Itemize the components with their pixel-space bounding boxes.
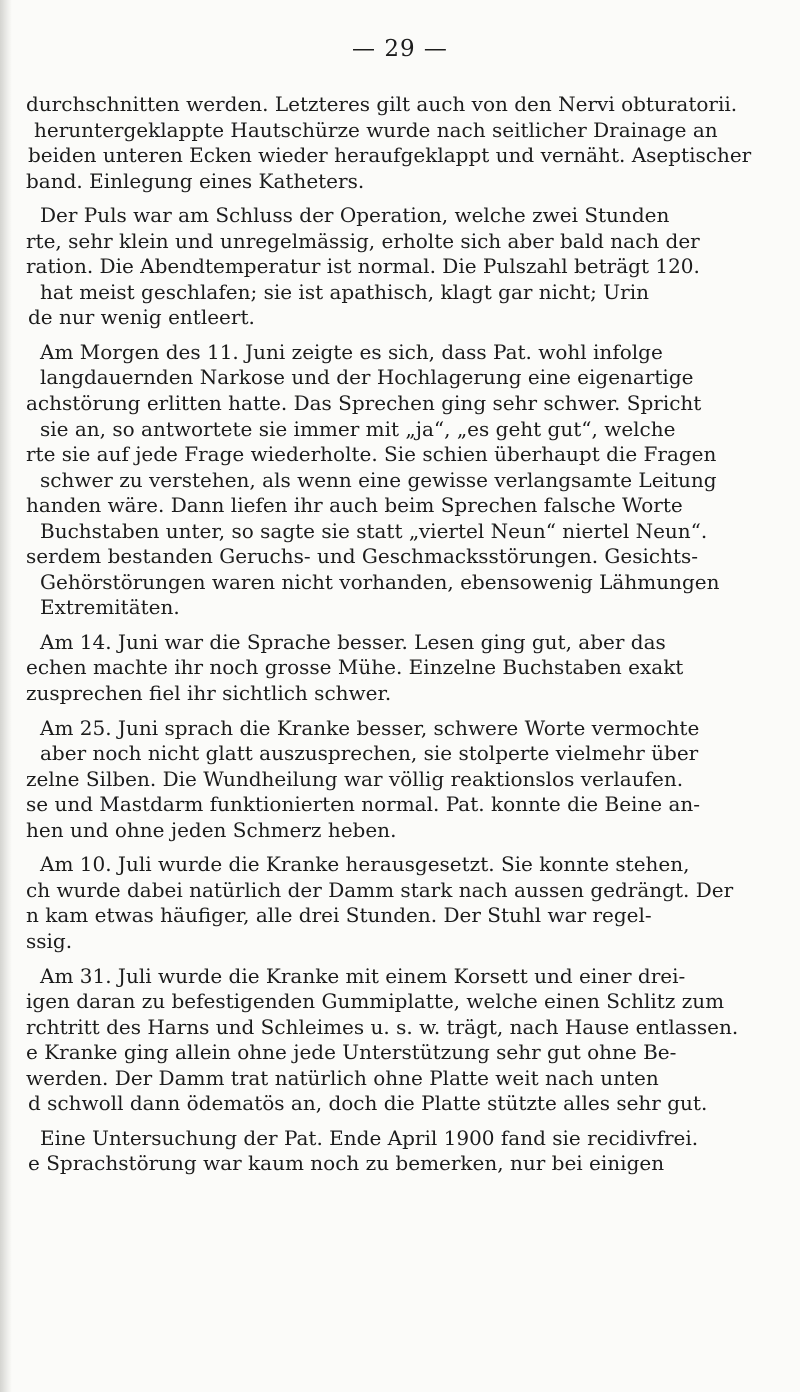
text-line: rte sie auf jede Frage wiederholte. Sie schien überhaupt die Fragen — [26, 442, 717, 467]
text-line: Am 14. Juni war die Sprache besser. Lesen ging gut, aber das — [40, 629, 666, 654]
text-line: Buchstaben unter, so sagte sie statt „viertel Neun“ niertel Neun“. — [40, 518, 708, 543]
text-line: Am Morgen des 11. Juni zeigte es sich, dass Pat. wohl infolge — [40, 339, 663, 364]
paragraph-gap — [22, 707, 762, 716]
paragraph — [22, 203, 762, 331]
text-line: langdauernden Narkose und der Hochlagerung eine eigenartige — [40, 365, 694, 390]
text-line: Am 31. Juli wurde die Kranke mit einem Korsett und einer drei- — [40, 963, 686, 988]
text-line: Extremitäten. — [40, 595, 180, 620]
text-line: hat meist geschlafen; sie ist apathisch, klagt gar nicht; Urin — [40, 279, 649, 304]
text-line: sie an, so antwortete sie immer mit „ja“, „es geht gut“, welche — [40, 416, 676, 441]
paragraph-gap — [22, 955, 762, 964]
text-line: serdem bestanden Geruchs- und Geschmacksstörungen. Gesichts- — [26, 544, 699, 569]
page-number: — 29 — — [352, 36, 448, 62]
text-line: e Sprachstörung war kaum noch zu bemerken, nur bei einigen — [28, 1151, 665, 1176]
text-line: Der Puls war am Schluss der Operation, welche zwei Stunden — [40, 203, 670, 228]
paragraph — [22, 1126, 762, 1177]
text-line: ration. Die Abendtemperatur ist normal. Die Pulszahl beträgt 120. — [26, 254, 700, 279]
text-line: Am 10. Juli wurde die Kranke herausgesetzt. Sie konnte stehen, — [40, 852, 690, 877]
page-binding-edge — [0, 0, 12, 1392]
text-line: hen und ohne jeden Schmerz heben. — [26, 817, 397, 842]
text-line: zusprechen fiel ihr sichtlich schwer. — [26, 681, 392, 706]
paragraph — [22, 716, 762, 844]
paragraph — [22, 92, 762, 194]
text-line: igen daran zu befestigenden Gummiplatte, welche einen Schlitz zum — [26, 989, 725, 1014]
paragraph-gap — [22, 194, 762, 203]
text-line: aber noch nicht glatt auszusprechen, sie stolperte vielmehr über — [40, 741, 699, 766]
text-line: achstörung erlitten hatte. Das Sprechen ging sehr schwer. Spricht — [26, 391, 702, 416]
body-text — [22, 92, 762, 1177]
paragraph-gap — [22, 621, 762, 630]
text-line: durchschnitten werden. Letzteres gilt auch von den Nervi obturatorii. — [26, 92, 738, 116]
text-line: de nur wenig entleert. — [28, 305, 255, 330]
text-line: e Kranke ging allein ohne jede Unterstützung sehr gut ohne Be- — [26, 1040, 677, 1065]
paragraph — [22, 630, 762, 707]
paragraph-gap — [22, 1117, 762, 1126]
text-line: ch wurde dabei natürlich der Damm stark nach aussen gedrängt. Der — [26, 877, 734, 902]
text-line: Gehörstörungen waren nicht vorhanden, ebensowenig Lähmungen — [40, 569, 720, 594]
text-line: rte, sehr klein und unregelmässig, erholte sich aber bald nach der — [26, 228, 700, 253]
text-line: heruntergeklappte Hautschürze wurde nach seitlicher Drainage an — [34, 117, 718, 142]
text-line: Eine Untersuchung der Pat. Ende April 1900 fand sie recidivfrei. — [40, 1125, 699, 1150]
paragraph-gap — [22, 843, 762, 852]
text-line: beiden unteren Ecken wieder heraufgeklappt und vernäht. Aseptischer — [28, 143, 752, 168]
text-line: zelne Silben. Die Wundheilung war völlig reaktionslos verlaufen. — [26, 766, 684, 791]
text-line: d schwoll dann ödematös an, doch die Platte stützte alles sehr gut. — [28, 1091, 708, 1116]
text-line: werden. Der Damm trat natürlich ohne Platte weit nach unten — [26, 1065, 659, 1090]
text-line: n kam etwas häufiger, alle drei Stunden. Der Stuhl war regel- — [26, 903, 652, 928]
paragraph — [22, 340, 762, 621]
text-line: echen machte ihr noch grosse Mühe. Einzelne Buchstaben exakt — [26, 655, 684, 680]
text-line: Am 25. Juni sprach die Kranke besser, schwere Worte vermochte — [40, 715, 700, 740]
text-line: se und Mastdarm funktionierten normal. Pat. konnte die Beine an- — [26, 792, 701, 817]
text-line: rchtritt des Harns und Schleimes u. s. w. trägt, nach Hause entlassen. — [26, 1014, 739, 1039]
text-line: schwer zu verstehen, als wenn eine gewisse verlangsamte Leitung — [40, 467, 717, 492]
text-line: band. Einlegung eines Katheters. — [26, 168, 365, 193]
paragraph-gap — [22, 331, 762, 340]
paragraph — [22, 964, 762, 1117]
text-line: ssig. — [26, 928, 73, 953]
paragraph — [22, 852, 762, 954]
text-line: handen wäre. Dann liefen ihr auch beim Sprechen falsche Worte — [26, 493, 683, 518]
